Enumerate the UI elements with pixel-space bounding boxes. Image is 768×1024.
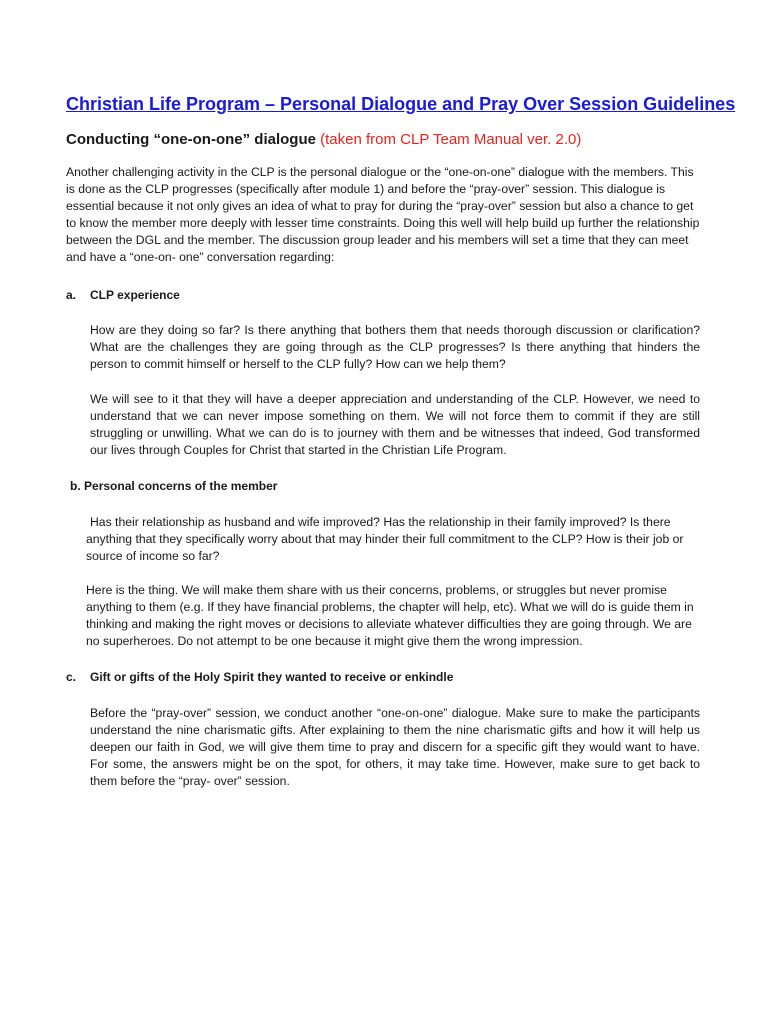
section-title-a: CLP experience	[90, 288, 180, 302]
section-marker-c: c.	[66, 670, 77, 684]
section-title-b: Personal concerns of the member	[84, 479, 278, 493]
section-a-paragraph-1: How are they doing so far? Is there anything that bothers them that needs thorough discussion or clarification? What are the challenges they are going through as the CLP progresses? Is there anything that hinders the person to commit himself or herself to the CLP fully? How can we help them?	[90, 323, 700, 371]
section-marker-b: b.	[70, 479, 81, 493]
section-subtitle	[66, 131, 716, 148]
section-heading-a	[66, 288, 180, 302]
section-c-paragraph-1: Before the “pray-over” session, we conduct another “one-on-one” dialogue. Make sure to make the participants understand the nine charismatic gifts. After explaining to them the nine charismatic gifts and how it will help us deepen our faith in God, we will give them time to pray and discern for a specific gift they would want to have. For some, the answers might be on the spot, for others, it may take time. However, make sure to get back to them before the “pray- over” session.	[90, 706, 700, 788]
subtitle-main: Conducting “one-on-one” dialogue	[66, 131, 316, 148]
section-heading-b	[70, 479, 277, 493]
section-heading-c	[66, 670, 453, 684]
section-title-c: Gift or gifts of the Holy Spirit they wanted to receive or enkindle	[90, 670, 454, 684]
subtitle-source-note: (taken from CLP Team Manual ver. 2.0)	[320, 131, 582, 148]
section-b-paragraph-2: Here is the thing. We will make them share with us their concerns, problems, or struggles but never promise anything to them (e.g. If they have financial problems, the chapter will help, etc). What we will do is guide them in thinking and making the right moves or decisions to alleviate whatever difficulties they are going through. We are no superheroes. Do not attempt to be one because it might give them the wrong impression.	[86, 583, 694, 648]
intro-paragraph: Another challenging activity in the CLP is the personal dialogue or the “one-on-one” dialogue with the members. This is done as the CLP progresses (specifically after module 1) and before the “pray-over” session. This dialogue is essential because it not only gives an idea of what to pray for during the “pray-over” session but also a chance to get to know the member more deeply with lesser time constraints. Doing this well will help build up further the relationship between the DGL and the member. The discussion group leader and his members will set a time that they can meet and have a “one-on- one” conversation regarding:	[66, 165, 700, 264]
section-a-paragraph-2: We will see to it that they will have a deeper appreciation and understanding of the CLP. However, we need to understand that we can never impose something on them. We will not force them to commit if they are still struggling or unwilling. What we can do is to journey with them and be witnesses that indeed, God transformed our lives through Couples for Christ that started in the Christian Life Program.	[90, 392, 700, 457]
section-marker-a: a.	[66, 288, 77, 302]
section-b-paragraph-1: Has their relationship as husband and wife improved? Has the relationship in their family improved? Is there anything that they specifically worry about that may hinder their full commitment to the CLP? How is their job or source of income so far?	[86, 515, 684, 563]
document-title: Christian Life Program – Personal Dialogue and Pray Over Session Guidelines	[66, 94, 736, 114]
